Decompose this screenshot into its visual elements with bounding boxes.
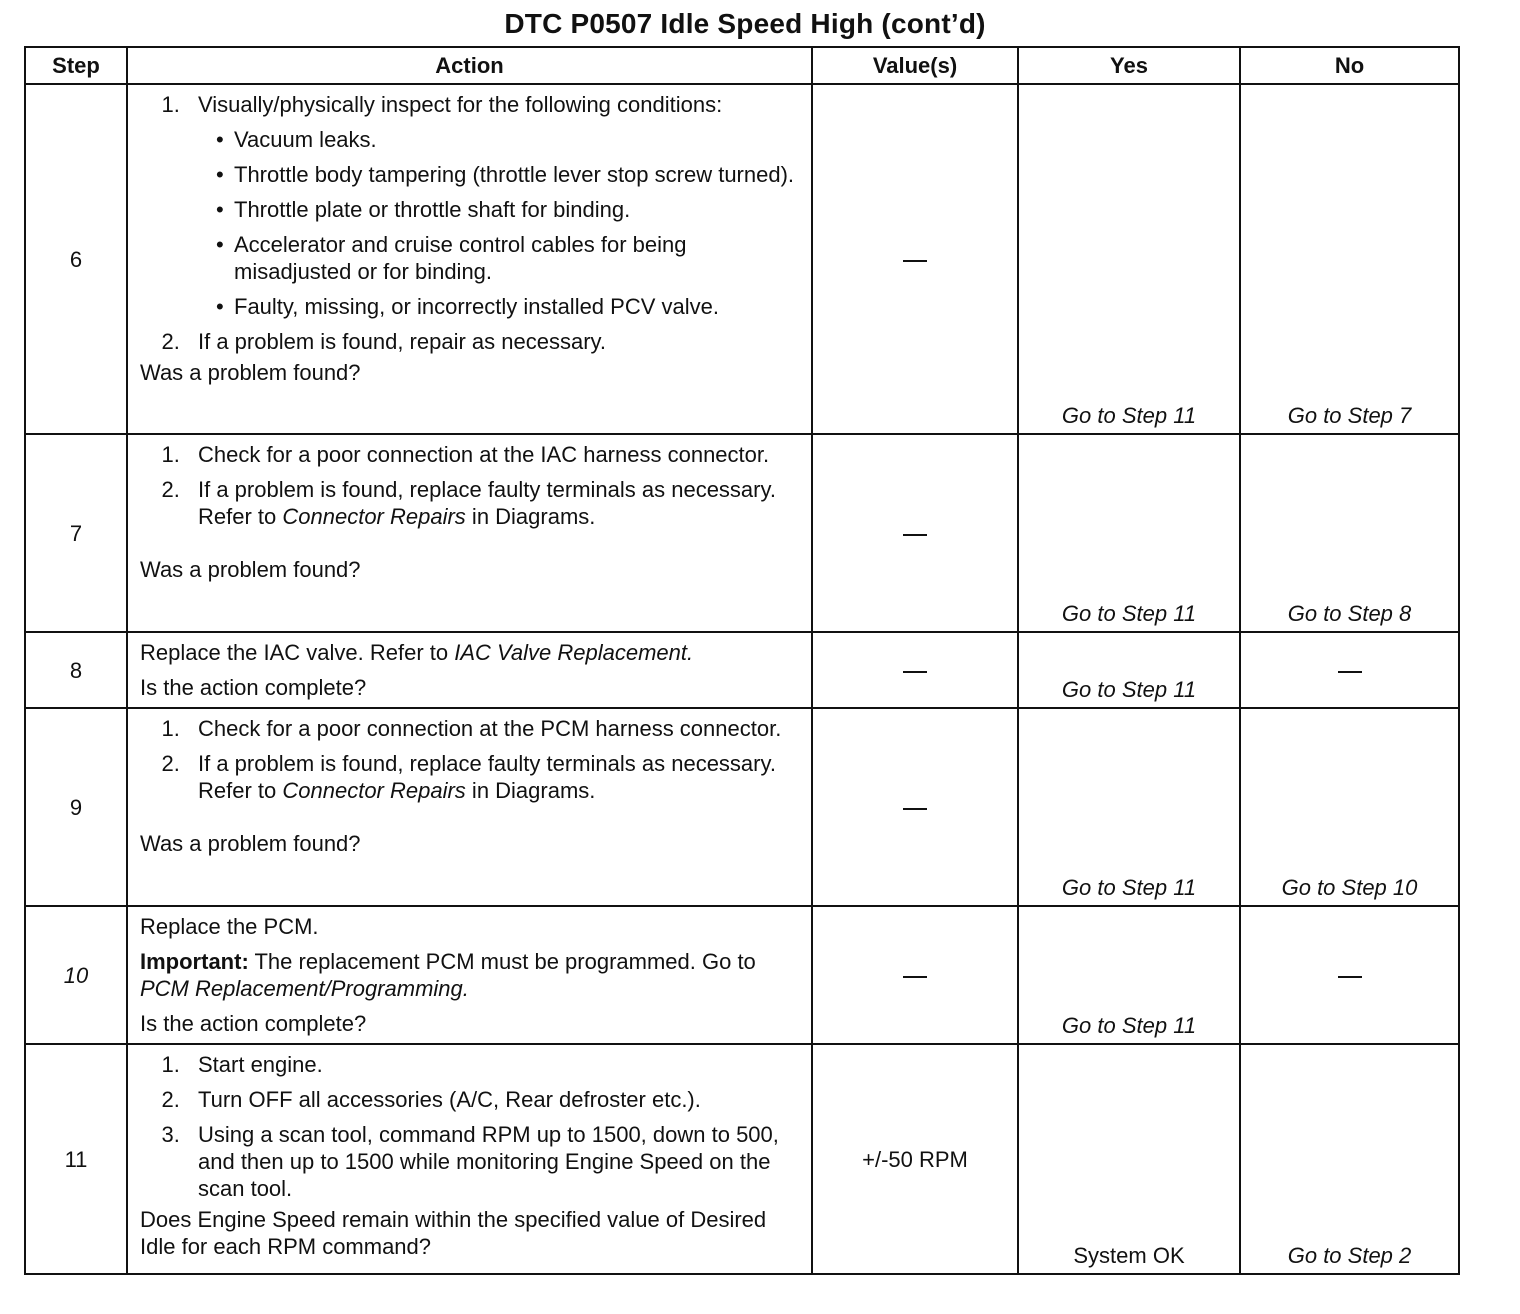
- yes-cell: Go to Step 11: [1018, 708, 1240, 906]
- dash-mark: [1338, 671, 1362, 673]
- step-number: 7: [25, 434, 127, 632]
- important-label: Important:: [140, 949, 249, 974]
- no-cell: Go to Step 2: [1240, 1044, 1459, 1274]
- reference-link: IAC Valve Replacement.: [454, 640, 694, 665]
- condition-list: [198, 126, 801, 320]
- action-item: 2. Turn OFF all accessories (A/C, Rear defroster etc.).: [186, 1086, 801, 1113]
- step-number: 11: [25, 1044, 127, 1274]
- step-number: 9: [25, 708, 127, 906]
- action-item: 2. If a problem is found, repair as necessary.: [186, 328, 801, 355]
- important-text: The replacement PCM must be programmed. Go to: [248, 949, 756, 974]
- action-item-text: If a problem is found, replace faulty terminals as necessary. Refer to: [198, 477, 776, 529]
- table-row: [25, 906, 1459, 1044]
- reference-link: Connector Repairs: [282, 504, 466, 529]
- action-item-tail: in Diagrams.: [465, 778, 596, 803]
- action-question: Is the action complete?: [140, 1011, 367, 1036]
- action-item: [186, 91, 801, 320]
- action-item: [186, 750, 801, 804]
- header-step: Step: [25, 47, 127, 84]
- action-cell: [127, 84, 812, 434]
- condition-item: • Accelerator and cruise control cables for being misadjusted or for binding.: [220, 231, 801, 285]
- dash-mark: [903, 976, 927, 978]
- table-row: [25, 84, 1459, 434]
- header-yes: Yes: [1018, 47, 1240, 84]
- action-cell: [127, 434, 812, 632]
- dash-mark: [903, 260, 927, 262]
- table-row: [25, 632, 1459, 708]
- action-item-text: Visually/physically inspect for the following conditions:: [198, 92, 723, 117]
- table-row: [25, 434, 1459, 632]
- action-item: 1. Check for a poor connection at the PCM harness connector.: [186, 715, 801, 742]
- condition-item: • Throttle plate or throttle shaft for binding.: [220, 196, 801, 223]
- action-steps: [140, 91, 801, 355]
- header-values: Value(s): [812, 47, 1018, 84]
- action-steps: [140, 441, 801, 530]
- dash-mark: [903, 808, 927, 810]
- dash-mark: [903, 534, 927, 536]
- action-item-text: If a problem is found, replace faulty terminals as necessary. Refer to: [198, 751, 776, 803]
- condition-item: • Faulty, missing, or incorrectly installed PCV valve.: [220, 293, 801, 320]
- value-cell: [812, 434, 1018, 632]
- dash-mark: [1338, 976, 1362, 978]
- action-cell: [127, 906, 812, 1044]
- yes-cell: Go to Step 11: [1018, 434, 1240, 632]
- no-cell: Go to Step 8: [1240, 434, 1459, 632]
- dash-mark: [903, 671, 927, 673]
- action-cell: [127, 1044, 812, 1274]
- action-text: Replace the IAC valve. Refer to: [140, 640, 455, 665]
- no-cell: [1240, 906, 1459, 1044]
- page-title: DTC P0507 Idle Speed High (cont’d): [504, 8, 986, 39]
- reference-link: Connector Repairs: [282, 778, 466, 803]
- no-cell: Go to Step 10: [1240, 708, 1459, 906]
- action-line: Replace the PCM.: [140, 914, 319, 939]
- step-number: 8: [25, 632, 127, 708]
- action-item-tail: in Diagrams.: [465, 504, 596, 529]
- value-cell: [812, 632, 1018, 708]
- action-cell: [127, 708, 812, 906]
- step-number: 6: [25, 84, 127, 434]
- action-item: 1. Check for a poor connection at the IAC harness connector.: [186, 441, 801, 468]
- header-no: No: [1240, 47, 1459, 84]
- value-cell: [812, 906, 1018, 1044]
- action-question: Does Engine Speed remain within the specified value of Desired Idle for each RPM command?: [140, 1207, 767, 1259]
- action-question: Was a problem found?: [140, 360, 361, 385]
- action-item: [186, 476, 801, 530]
- yes-cell: Go to Step 11: [1018, 84, 1240, 434]
- value-cell: [812, 708, 1018, 906]
- action-steps: [140, 715, 801, 804]
- action-item: 1. Start engine.: [186, 1051, 801, 1078]
- table-header-row: [25, 47, 1459, 84]
- important-note: [140, 948, 801, 1002]
- step-number: 10: [25, 906, 127, 1044]
- condition-item: • Vacuum leaks.: [220, 126, 801, 153]
- header-action: Action: [127, 47, 812, 84]
- yes-cell: System OK: [1018, 1044, 1240, 1274]
- action-question: Is the action complete?: [140, 675, 367, 700]
- yes-cell: Go to Step 11: [1018, 906, 1240, 1044]
- no-cell: Go to Step 7: [1240, 84, 1459, 434]
- action-item: 3. Using a scan tool, command RPM up to 1500, down to 500, and then up to 1500 while monitoring Engine Speed on the scan tool.: [186, 1121, 801, 1202]
- value-cell: [812, 84, 1018, 434]
- action-question: Was a problem found?: [140, 831, 361, 856]
- table-row: [25, 708, 1459, 906]
- no-cell: [1240, 632, 1459, 708]
- action-line: [140, 639, 801, 666]
- reference-link: PCM Replacement/Programming.: [140, 976, 469, 1001]
- yes-cell: Go to Step 11: [1018, 632, 1240, 708]
- diagnostic-table: [24, 46, 1460, 1275]
- action-cell: [127, 632, 812, 708]
- action-question: Was a problem found?: [140, 557, 361, 582]
- table-row: [25, 1044, 1459, 1274]
- action-steps: [140, 1051, 801, 1202]
- value-cell: +/-50 RPM: [812, 1044, 1018, 1274]
- condition-item: • Throttle body tampering (throttle lever stop screw turned).: [220, 161, 801, 188]
